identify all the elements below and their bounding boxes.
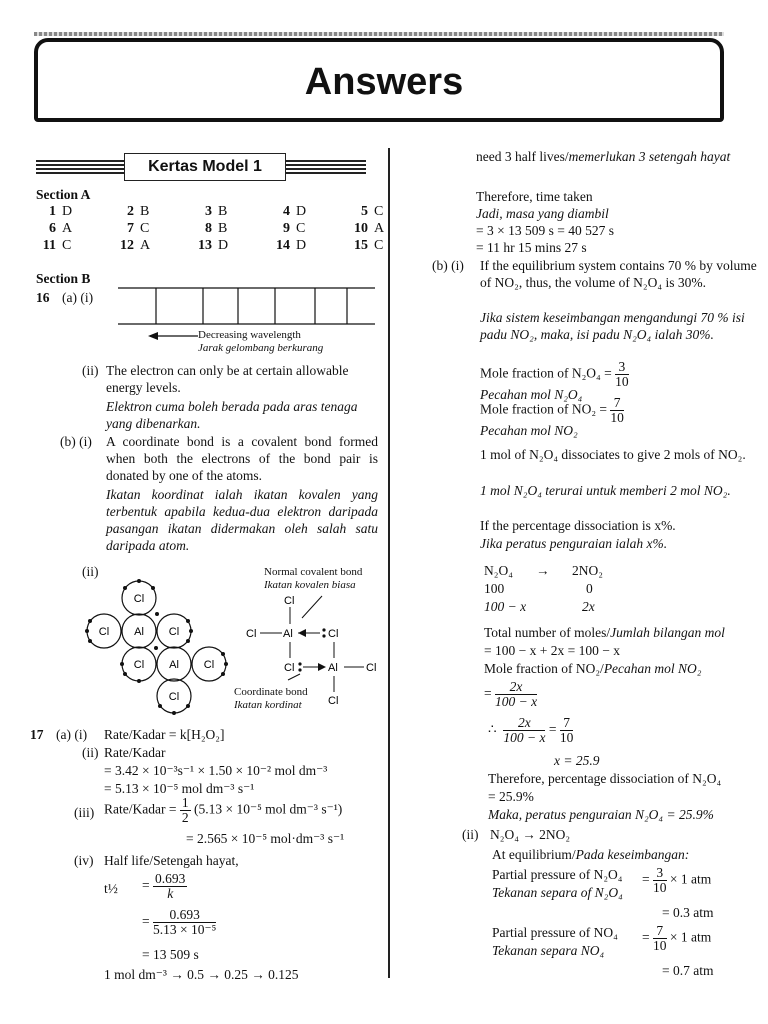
coord-bond-label-my: Ikatan kordinat: [234, 699, 302, 711]
partial-pressure-no4-my: Tekanan separa NO₄: [492, 943, 605, 958]
jadi-line: Jadi, masa yang diambil: [476, 206, 609, 221]
atom-cl: Cl: [168, 626, 180, 638]
q-num: 3: [205, 204, 212, 219]
atom-cl: Cl: [133, 659, 145, 671]
partial-pressure-n2o4-result: = 0.3 atm: [662, 905, 714, 920]
q-num: 2: [127, 204, 134, 219]
q-num: 11: [42, 238, 56, 253]
t-half-symbol: t½: [104, 881, 118, 896]
half-life-result: = 13 509 s: [142, 947, 199, 962]
mole-fraction-n2o4-my: Pecahan mol N₂O₄: [480, 387, 583, 402]
q-ans: D: [218, 238, 229, 253]
pct-result-value: = 25.9%: [488, 789, 534, 804]
answer-row: [36, 220, 426, 237]
q17b-i-answer-my: Jika sistem keseimbangan mengandungi 70 % isi padu NO₂, maka, isi padu N₂O₄ ialah 30%.: [480, 310, 745, 342]
q-ans: D: [296, 204, 307, 219]
wave-label-en: Decreasing wavelength: [198, 329, 301, 341]
q16b-i-answer: A coordinate bond is a covalent bond formed when both the electrons of the bond pair is donated by one of the atoms.: [106, 434, 378, 483]
atom-cl: Cl: [133, 593, 145, 605]
q16b-ii-label: (ii): [82, 564, 99, 579]
q17a-ii-line1: Rate/Kadar: [104, 745, 166, 760]
eq-initial-left: 100: [484, 581, 505, 596]
atom-cl: Cl: [246, 628, 257, 640]
atom-al: Al: [134, 626, 144, 638]
eq-equilibrium-left: 100 − x: [484, 599, 527, 614]
mole-fraction-expr: = $\frac{2x}{100 - x}$: [484, 679, 538, 709]
q-num: 7: [127, 221, 134, 236]
q-num: 14: [276, 238, 290, 253]
partial-pressure-no4: Partial pressure of NO₄: [492, 925, 618, 940]
q17a-iii-line1: [104, 796, 342, 825]
q-num: 9: [283, 221, 290, 236]
q17b-ii-equation: N₂O₄ → 2NO₂: [490, 827, 571, 842]
at-equilibrium: At equilibrium/Pada keseimbangan:: [492, 847, 690, 862]
answer-grid: [36, 203, 426, 254]
q-num: 4: [283, 204, 290, 219]
column-divider: [388, 148, 390, 978]
atom-al: Al: [283, 628, 293, 640]
q-num: 1: [49, 204, 56, 219]
q16a-ii-answer-my: Elektron cuma boleh berada pada aras tenaga yang dibenarkan.: [106, 399, 358, 431]
q-ans: A: [374, 221, 385, 236]
atom-cl: Cl: [168, 691, 180, 703]
percentage-text-my: Jika peratus penguraian ialah x%.: [480, 536, 668, 551]
eq-left-species: N₂O₄: [484, 563, 513, 578]
q17a-i-answer: Rate/Kadar = k[H₂O₂]: [104, 727, 225, 742]
q17b-label: (b) (i): [432, 258, 464, 273]
answer-row: [36, 203, 426, 220]
q-num: 5: [361, 204, 368, 219]
q16a-ii-answer: The electron can only be at certain allowable energy levels.: [106, 363, 349, 395]
section-b-heading: Section B: [36, 271, 91, 286]
dissociation-text-my: 1 mol N₂O₄ terurai untuk memberi 2 mol NO₂.: [480, 483, 731, 498]
q16b-label: (b) (i): [60, 434, 92, 449]
q-ans: C: [62, 238, 72, 253]
total-moles-calc: = 100 − x + 2x = 100 − x: [484, 643, 620, 658]
pct-result-my: Maka, peratus penguraian N₂O₄ = 25.9%: [488, 807, 714, 822]
partial-pressure-n2o4-my: Tekanan separa of N₂O₄: [492, 885, 623, 900]
q-ans: C: [140, 221, 150, 236]
eq-arrow: →: [536, 563, 550, 578]
q17a-ii-label: (ii): [82, 745, 99, 760]
atom-cl: Cl: [366, 662, 377, 674]
atom-cl: Cl: [284, 662, 295, 674]
q-num: 13: [198, 238, 212, 253]
q-ans: A: [140, 238, 151, 253]
q17-number: 17: [30, 727, 44, 742]
q17b-i-answer: If the equilibrium system contains 70 % by volume of NO₂, thus, the volume of N₂O₄ is 30%.: [480, 258, 757, 290]
atom-cl: Cl: [328, 628, 339, 640]
atom-cl: Cl: [203, 659, 215, 671]
q-ans: C: [296, 221, 306, 236]
mole-fraction-no2: Mole fraction of NO₂ = $\frac{7}{10}$: [480, 395, 624, 425]
atom-cl: Cl: [328, 695, 339, 707]
half-life-fraction-2: = $\frac{0.693}{\text{5.13 × 10⁻⁵}}$: [142, 907, 217, 937]
q-num: 10: [354, 221, 368, 236]
q-num: 15: [354, 238, 368, 253]
time-calc-2: = 11 hr 15 mins 27 s: [476, 240, 587, 255]
q-ans: D: [296, 238, 307, 253]
mole-fraction-no2-line: Mole fraction of NO₂/Pecahan mol NO₂: [484, 661, 702, 676]
q16a-label: (a) (i): [62, 290, 94, 305]
eq-initial-right: 0: [586, 581, 593, 596]
total-moles: Total number of moles/Jumlah bilangan mol: [484, 625, 725, 640]
q-ans: B: [218, 221, 228, 236]
x-result: x = 25.9: [554, 753, 600, 768]
wave-label-my: Jarak gelombang berkurang: [198, 342, 324, 354]
atom-al: Al: [328, 662, 338, 674]
rate-label: Rate/Kadar =: [104, 801, 177, 817]
half-fraction: $\frac{1}{2}$: [181, 795, 189, 825]
half-life-chain: 1 mol dm⁻³ → 0.5 → 0.25 → 0.125: [104, 967, 299, 982]
q16-number: 16: [36, 290, 50, 305]
pct-result: Therefore, percentage dissociation of N₂O₄: [488, 771, 722, 786]
atom-al: Al: [169, 659, 179, 671]
q-ans: C: [374, 238, 384, 253]
dissociation-text: 1 mol of N₂O₄ dissociates to give 2 mols of NO₂.: [480, 447, 746, 462]
mole-fraction-n2o4: Mole fraction of N₂O₄ = $\frac{3}{10}$: [480, 359, 629, 389]
partial-pressure-n2o4: Partial pressure of N₂O₄: [492, 867, 623, 882]
q17a-iv-line1: Half life/Setengah hayat,: [104, 853, 239, 868]
q-ans: B: [140, 204, 150, 219]
q-num: 12: [120, 238, 134, 253]
q17b-ii-label: (ii): [462, 827, 479, 842]
q16b-i-answer-my: Ikatan koordinat ialah ikatan kovalen yang terbentuk apabila kedua-dua elektron daripada pasangan ikatan didermakan oleh salah satu daripada atom.: [106, 487, 378, 553]
q-ans: C: [374, 204, 384, 219]
eq-right-species: 2NO₂: [572, 563, 603, 578]
q-num: 8: [205, 221, 212, 236]
q-ans: D: [62, 204, 73, 219]
percentage-text: If the percentage dissociation is x%.: [480, 518, 676, 533]
equation-solve: ∴ $\frac{2x}{100 - x}$ = $\frac{7}{10}$: [488, 715, 574, 745]
partial-pressure-no4-result: = 0.7 atm: [662, 963, 714, 978]
half-life-fraction-1: = $\frac{0.693}{k}$: [142, 871, 186, 901]
partial-pressure-no4-expr: = $\frac{7}{10}$ × 1 atm: [642, 923, 712, 953]
q-ans: A: [62, 221, 73, 236]
q16a-ii-label: (ii): [82, 363, 99, 378]
therefore-line: Therefore, time taken: [476, 189, 593, 204]
time-calc-1: = 3 × 13 509 s = 40 527 s: [476, 223, 614, 238]
q17a-iii-label: (iii): [74, 805, 95, 820]
atom-cl: Cl: [284, 595, 295, 607]
q17a-iii-line2: = 2.565 × 10⁻⁵ mol·dm⁻³ s⁻¹: [186, 831, 345, 846]
normal-bond-label-my: Ikatan kovalen biasa: [264, 579, 356, 591]
q17a-ii-line3: = 5.13 × 10⁻⁵ mol dm⁻³ s⁻¹: [104, 781, 255, 796]
atom-cl: Cl: [98, 626, 110, 638]
rate-expression: (5.13 × 10⁻⁵ mol dm⁻³ s⁻¹): [193, 801, 343, 817]
normal-bond-label: Normal covalent bond: [264, 566, 363, 578]
model-title: Kertas Model 1: [124, 153, 286, 181]
al2cl6-dot-diagram: [80, 578, 230, 718]
mole-fraction-no2-my: Pecahan mol NO₂: [480, 423, 578, 438]
answer-row: [36, 237, 426, 254]
q17a-iv-label: (iv): [74, 853, 94, 868]
eq-equilibrium-right: 2x: [582, 599, 595, 614]
q-num: 6: [49, 221, 56, 236]
q17a-label: (a) (i): [56, 727, 88, 742]
section-a-heading: Section A: [36, 187, 91, 202]
page-title: Answers: [304, 61, 464, 103]
q-ans: B: [218, 204, 228, 219]
coord-bond-label: Coordinate bond: [234, 686, 308, 698]
q17a-ii-line2: = 3.42 × 10⁻³s⁻¹ × 1.50 × 10⁻² mol dm⁻³: [104, 763, 328, 778]
partial-pressure-n2o4-expr: = $\frac{3}{10}$ × 1 atm: [642, 865, 712, 895]
half-lives-needed: need 3 half lives/memerlukan 3 setengah hayat: [476, 149, 731, 164]
